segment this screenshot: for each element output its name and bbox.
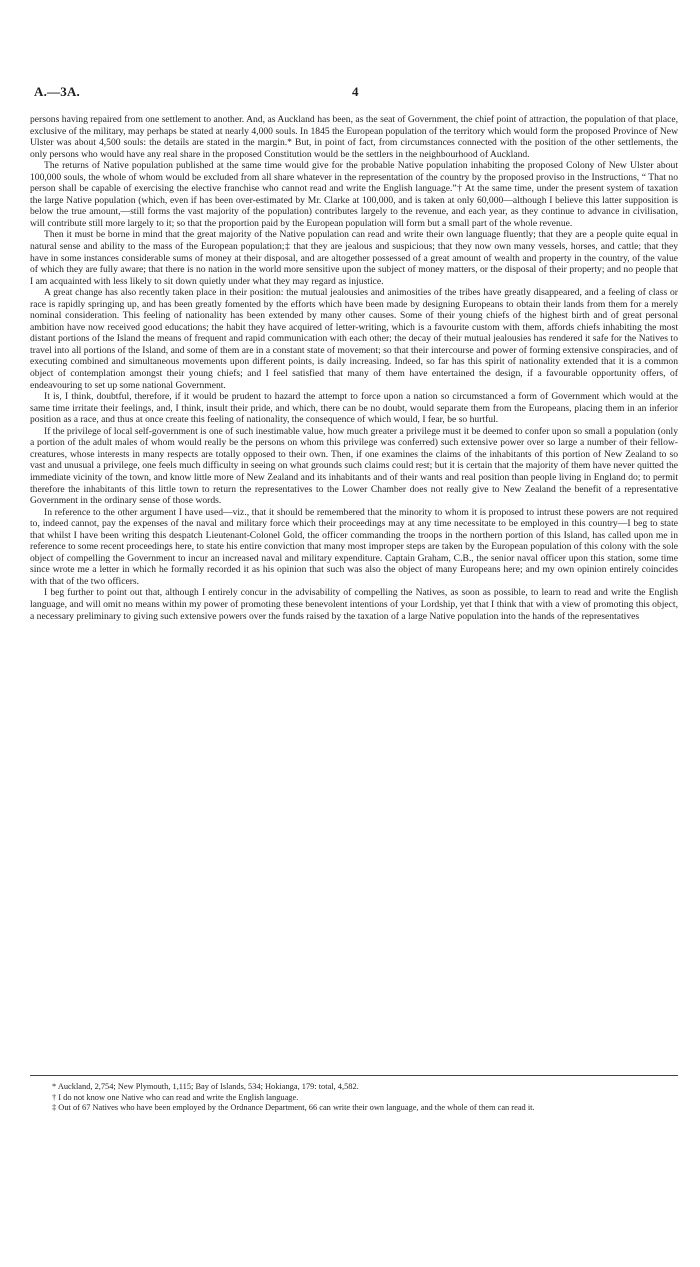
footnote-divider xyxy=(30,1075,678,1076)
footnote-3: ‡ Out of 67 Natives who have been employed by the Ordnance Department, 66 can write their own language, and the whole of them can read it. xyxy=(52,1103,535,1112)
paragraph-2: The returns of Native population published at the same time would give for the probable Native population inhabiting the proposed Colony of New Ulster about 100,000 souls, the whole of whom would be excluded from all share whatever in the representation of the country by the proposed proviso in the Instructions, “ That no person shall be capable of exercising the elective franchise who cannot read and write the English language.”† At the same time, under the present system of taxation the large Native population (which, even if has been over-estimated by Mr. Clarke at 100,000, and is taken at only 60,000—although I believe this latter supposition is below the true amount,—still forms the vast majority of the population) contributes largely to the revenue, and each year, as they continue to advance in civilisation, will contribute still more largely to it; so that the proportion paid by the European population will form but a small part of the whole revenue. xyxy=(30,160,678,229)
paragraph-7: In reference to the other argument I have used—viz., that it should be remembered that the minority to whom it is proposed to intrust these powers are not required to, indeed cannot, pay the expenses of the naval and military force which their proceedings may at any time necessitate to be employed in this country—I beg to state that whilst I have been writing this despatch Lieutenant-Colonel Gold, the officer commanding the troops in the northern portion of this Island, has called upon me in reference to some recent proceedings here, to state his entire conviction that many most improper steps are taken by the European population of this colony with the sole object of compelling the Government to incur an increased naval and military expenditure. Captain Graham, C.B., the senior naval officer upon this station, some time since wrote me a letter in which he formally recorded it as his opinion that such was also the object of many Europeans here; and my own opinion entirely coincides with that of the two officers. xyxy=(30,506,678,587)
paragraph-5: It is, I think, doubtful, therefore, if it would be prudent to hazard the attempt to force upon a nation so circumstanced a form of Government which would at the same time irritate their feelings, and, I think, insult their pride, and which, there can be no doubt, would separate them from the Europeans, placing them in an inferior position as a race, and thus at once create this feeling of nationality, the consequence of which would, I fear, be so hurtful. xyxy=(30,391,678,426)
page-number: 4 xyxy=(352,84,359,99)
body-text xyxy=(30,114,678,622)
paragraph-8: I beg further to point out that, although I entirely concur in the advisability of compelling the Natives, as soon as possible, to learn to read and write the English language, and will omit no means within my power of promoting these benevolent intentions of your Lordship, yet that I think that with a view of promoting this object, a necessary preliminary to giving such extensive powers over the funds raised by the taxation of a large Native population into the hands of the representatives xyxy=(30,587,678,622)
page-header xyxy=(34,84,678,104)
footnotes xyxy=(30,1082,678,1114)
paragraph-3: Then it must be borne in mind that the great majority of the Native population can read and write their own language fluently; that they are a people quite equal in natural sense and ability to the mass of the European population;‡ that they are jealous and suspicious; that they now own many vessels, horses, and cattle; that they have in some instances considerable sums of money at their disposal, and are altogether possessed of a great amount of wealth and property in the country, of the value of which they are fully aware; that there is no nation in the world more sensitive upon the subject of money matters, or the disposal of their property; and no people that I am acquainted with less likely to sit down quietly under what they may regard as injustice. xyxy=(30,229,678,287)
paragraph-6: If the privilege of local self-government is one of such inestimable value, how much greater a privilege must it be deemed to confer upon so small a population (only a portion of the adult males of whom would really be the persons on whom this privilege was conferred) such extensive power over so large a number of their fellow-creatures, whose interests in many respects are totally opposed to their own. Then, if one examines the claims of the inhabitants of this portion of New Zealand to so vast and unusual a privilege, one feels much difficulty in seeing on what grounds such claims could rest; but it is certain that the majority of them have never quitted the immediate vicinity of the town, and know little more of New Zealand and its inhabitants and of their wants and real position than people living in England do; to permit therefore the inhabitants of this little town to return the representatives to the Lower Chamber does not really give to New Zealand the benefit of a representative Government in the ordinary sense of those words. xyxy=(30,425,678,507)
paper-reference: A.—3A. xyxy=(34,84,80,99)
footnote-2: † I do not know one Native who can read and write the English language. xyxy=(52,1092,299,1102)
footnote-1: * Auckland, 2,754; New Plymouth, 1,115; Bay of Islands, 534; Hokianga, 179: total, 4,582. xyxy=(52,1082,359,1091)
paragraph-1: persons having repaired from one settlement to another. And, as Auckland has been, as the seat of Government, the chief point of attraction, the population of that place, exclusive of the military, may perhaps be stated at nearly 4,000 souls. In 1845 the European population of the territory which would form the proposed Province of New Ulster was about 4,500 souls: the details are stated in the margin.* But, in point of fact, from circumstances connected with the position of the other settlements, the only persons who would have any real share in the proposed Constitution would be the settlers in the neighbourhood of Auckland. xyxy=(30,114,678,160)
paragraph-4: A great change has also recently taken place in their position: the mutual jealousies and animosities of the tribes have greatly disappeared, and a feeling of class or race is rapidly springing up, and has been greatly fomented by the efforts which have been made by designing Europeans to obtain their lands from them for a merely nominal consideration. This feeling of nationality has been extended by many other causes. Some of their young chiefs of the highest birth and of great personal ambition have now received good educations; the habit they have acquired of letter-writing, which is a favourite custom with them, affords chiefs inhabiting the most distant portions of the Island the means of frequent and rapid communication with each other; the decay of their mutual jealousies has rendered it safe for the Natives to travel into all portions of the Island, and some of them are in a constant state of movement; so that their intercourse and power of forming extensive conspiracies, and of executing combined and simultaneous movements upon different points, is daily increasing. Indeed, so far has this spirit of nationality extended that it is a common object of contemplation amongst their young chiefs; and I feel satisfied that many of them have entertained the design, if a favourable opportunity offers, of endeavouring to set up some national Government. xyxy=(30,287,678,391)
